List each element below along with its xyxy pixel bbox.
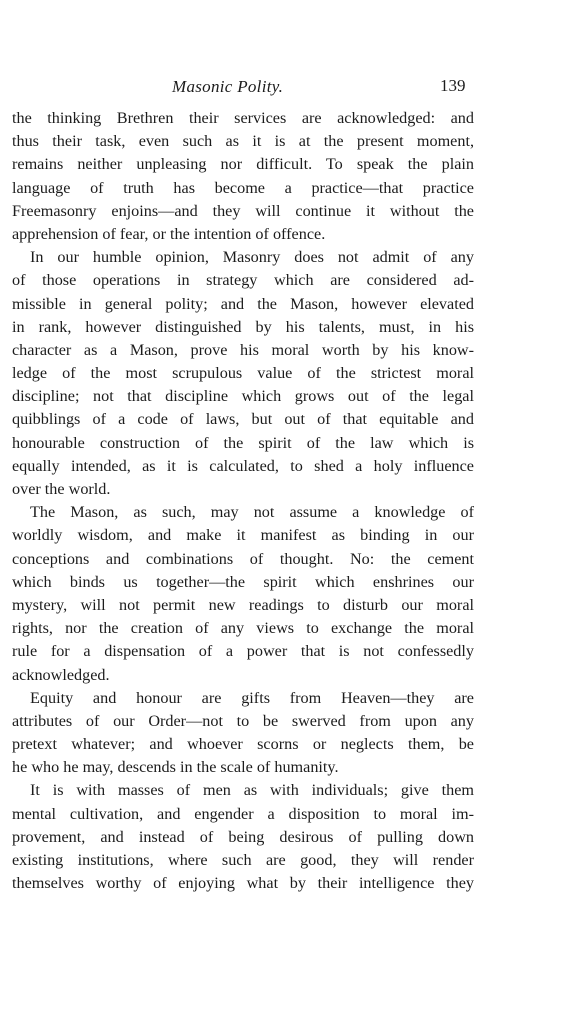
text-line: which binds us together—the spirit which enshrines our bbox=[12, 572, 474, 591]
text-line: worldly wisdom, and make it manifest as binding in our bbox=[12, 526, 474, 545]
text-line: conceptions and combinations of thought. No: the cement bbox=[12, 549, 474, 568]
running-head bbox=[0, 77, 581, 101]
text-line: In our humble opinion, Masonry does not admit of any bbox=[30, 248, 474, 267]
text-line: he who he may, descends in the scale of humanity. bbox=[12, 758, 339, 777]
page-number: 139 bbox=[440, 76, 466, 95]
text-line: rights, nor the creation of any views to exchange the moral bbox=[12, 619, 474, 638]
text-line: Freemasonry enjoins—and they will continue it without the bbox=[12, 201, 474, 220]
text-line: of those operations in strategy which are considered ad- bbox=[12, 271, 474, 290]
text-line: existing institutions, where such are good, they will render bbox=[12, 851, 474, 869]
text-line: missible in general polity; and the Mason, however elevated bbox=[12, 294, 474, 313]
text-line: in rank, however distinguished by his talents, must, in his bbox=[12, 317, 474, 336]
running-title: Masonic Polity. bbox=[172, 77, 284, 96]
text-line: rule for a dispensation of a power that is not confessedly bbox=[12, 642, 474, 661]
text-line: thus their task, even such as it is at the present moment, bbox=[12, 132, 474, 151]
text-line: discipline; not that discipline which grows out of the legal bbox=[12, 387, 474, 406]
text-line: ledge of the most scrupulous value of the strictest moral bbox=[12, 364, 474, 383]
text-line: provement, and instead of being desirous of pulling down bbox=[12, 827, 474, 846]
text-line: themselves worthy of enjoying what by their intelligence they bbox=[12, 874, 474, 893]
text-line: quibblings of a code of laws, but out of that equitable and bbox=[12, 410, 474, 429]
text-line: pretext whatever; and whoever scorns or neglects them, be bbox=[12, 735, 474, 754]
text-line: Equity and honour are gifts from Heaven—they are bbox=[30, 688, 474, 707]
text-line: language of truth has become a practice—that practice bbox=[12, 178, 474, 197]
text-line: honourable construction of the spirit of the law which is bbox=[12, 433, 474, 452]
text-line: mental cultivation, and engender a disposition to moral im- bbox=[12, 804, 474, 823]
text-line: equally intended, as it is calculated, to shed a holy influence bbox=[12, 456, 474, 475]
text-line: the thinking Brethren their services are acknowledged: and bbox=[12, 109, 474, 127]
body-text bbox=[12, 107, 474, 895]
text-line: apprehension of fear, or the intention of offence. bbox=[12, 224, 326, 243]
text-line: character as a Mason, prove his moral worth by his know- bbox=[12, 340, 474, 359]
text-line: mystery, will not permit new readings to disturb our moral bbox=[12, 595, 474, 614]
text-line: acknowledged. bbox=[12, 665, 110, 684]
text-line: remains neither unpleasing nor difficult. To speak the plain bbox=[12, 155, 474, 174]
text-line: The Mason, as such, may not assume a knowledge of bbox=[30, 503, 474, 522]
text-line: over the world. bbox=[12, 480, 111, 498]
text-line: attributes of our Order—not to be swerved from upon any bbox=[12, 711, 474, 730]
text-line: It is with masses of men as with individuals; give them bbox=[30, 781, 474, 800]
